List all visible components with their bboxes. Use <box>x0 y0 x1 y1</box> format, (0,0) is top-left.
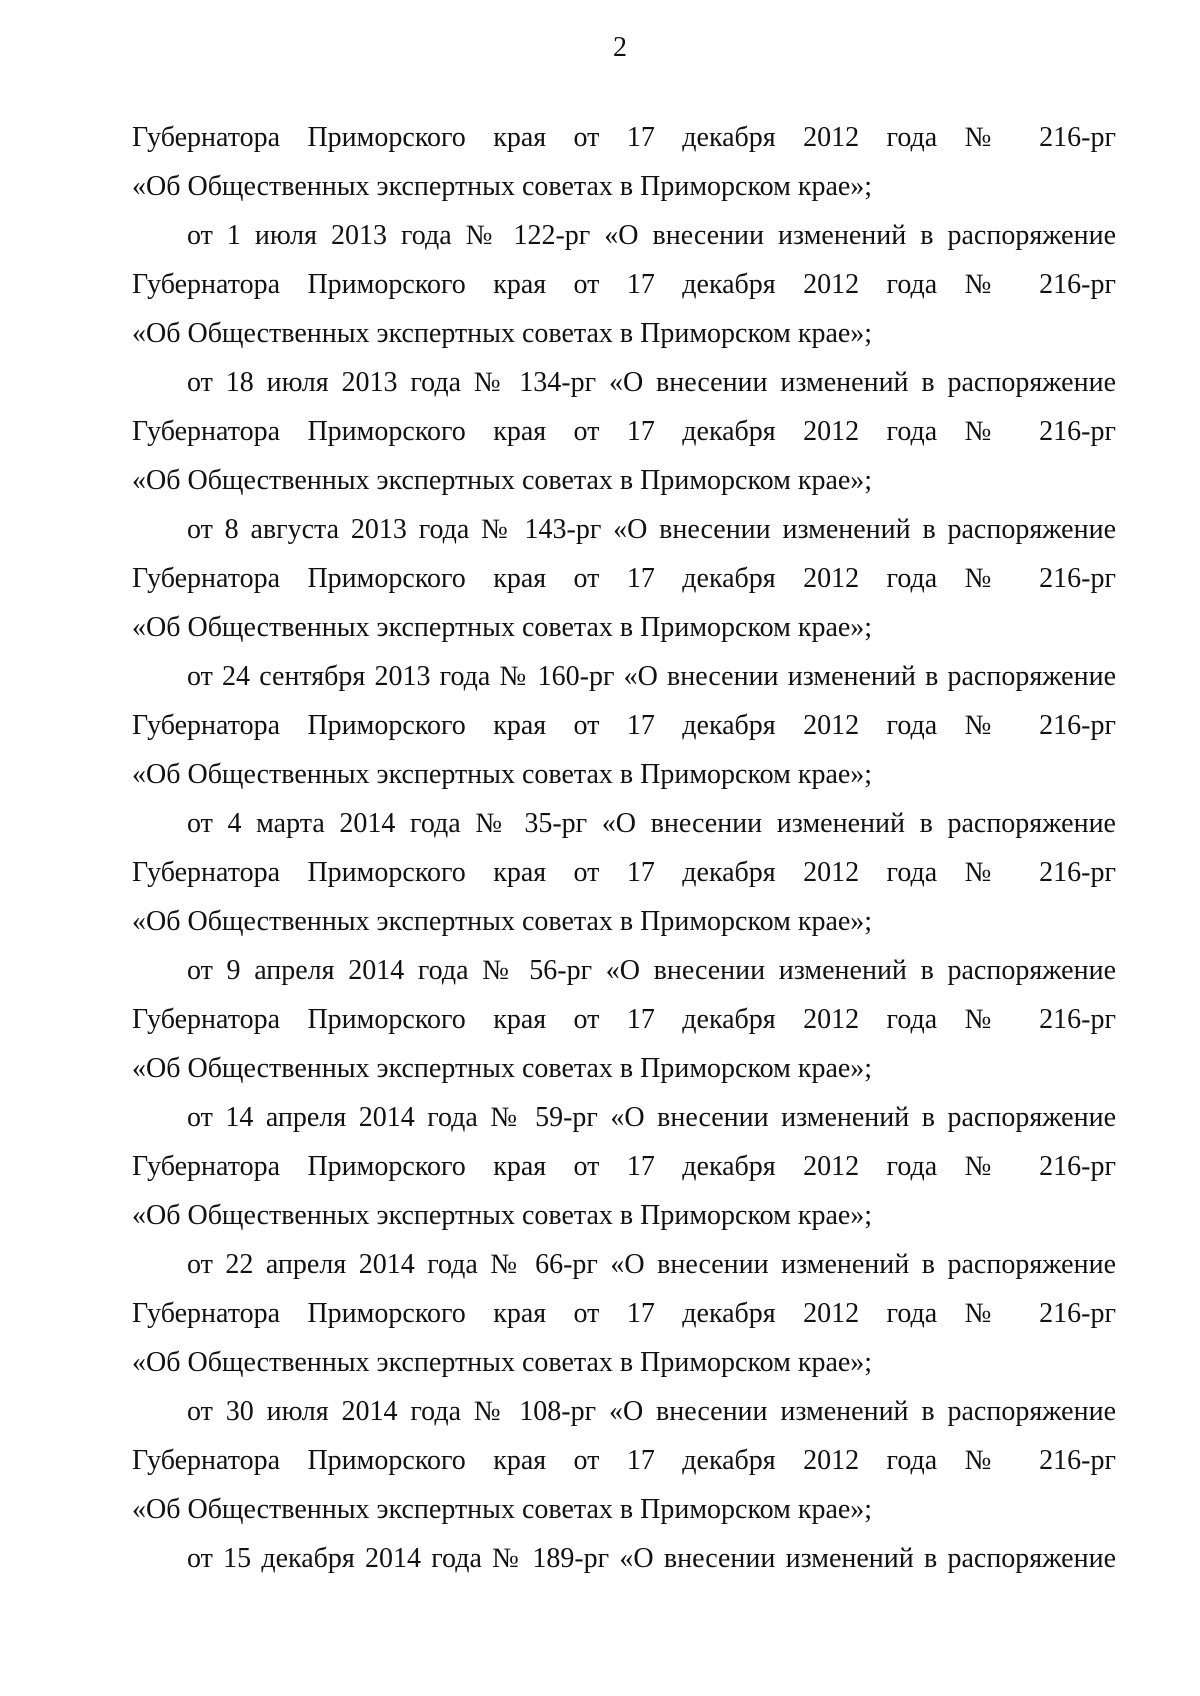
document-body <box>132 113 1116 1583</box>
text-line: «Об Общественных экспертных советах в Приморском крае»; <box>132 906 873 937</box>
text-line: «Об Общественных экспертных советах в Приморском крае»; <box>132 759 873 790</box>
text-line: от 15 декабря 2014 года № 189-рг «О внесении изменений в распоряжение <box>187 1543 1116 1574</box>
text-line: от 14 апреля 2014 года № 59-рг «О внесении изменений в распоряжение <box>187 1102 1116 1133</box>
text-line: от 4 марта 2014 года № 35-рг «О внесении изменений в распоряжение <box>187 808 1116 839</box>
text-line: Губернатора Приморского края от 17 декабря 2012 года № 216-рг <box>132 269 1116 300</box>
text-line: «Об Общественных экспертных советах в Приморском крае»; <box>132 1347 873 1378</box>
text-line: от 8 августа 2013 года № 143-рг «О внесении изменений в распоряжение <box>187 514 1116 545</box>
text-line: Губернатора Приморского края от 17 декабря 2012 года № 216-рг <box>132 563 1116 594</box>
text-line: Губернатора Приморского края от 17 декабря 2012 года № 216-рг <box>132 1151 1116 1182</box>
text-line: «Об Общественных экспертных советах в Приморском крае»; <box>132 1494 873 1525</box>
text-line: Губернатора Приморского края от 17 декабря 2012 года № 216-рг <box>132 416 1116 447</box>
text-line: от 30 июля 2014 года № 108-рг «О внесении изменений в распоряжение <box>187 1396 1116 1427</box>
text-line: от 1 июля 2013 года № 122-рг «О внесении изменений в распоряжение <box>187 220 1116 251</box>
text-line: Губернатора Приморского края от 17 декабря 2012 года № 216-рг <box>132 1004 1116 1035</box>
text-line: «Об Общественных экспертных советах в Приморском крае»; <box>132 612 873 643</box>
text-line: Губернатора Приморского края от 17 декабря 2012 года № 216-рг <box>132 1298 1116 1329</box>
text-line: «Об Общественных экспертных советах в Приморском крае»; <box>132 171 873 202</box>
text-line: «Об Общественных экспертных советах в Приморском крае»; <box>132 1200 873 1231</box>
text-line: Губернатора Приморского края от 17 декабря 2012 года № 216-рг <box>132 710 1116 741</box>
text-line: Губернатора Приморского края от 17 декабря 2012 года № 216-рг <box>132 122 1116 153</box>
page-number: 2 <box>613 32 627 63</box>
text-line: Губернатора Приморского края от 17 декабря 2012 года № 216-рг <box>132 857 1116 888</box>
text-line: Губернатора Приморского края от 17 декабря 2012 года № 216-рг <box>132 1445 1116 1476</box>
text-line: от 24 сентября 2013 года № 160-рг «О внесении изменений в распоряжение <box>187 661 1116 692</box>
text-line: от 18 июля 2013 года № 134-рг «О внесении изменений в распоряжение <box>187 367 1116 398</box>
text-line: от 22 апреля 2014 года № 66-рг «О внесении изменений в распоряжение <box>187 1249 1116 1280</box>
text-line: от 9 апреля 2014 года № 56-рг «О внесении изменений в распоряжение <box>187 955 1116 986</box>
text-line: «Об Общественных экспертных советах в Приморском крае»; <box>132 465 873 496</box>
text-line: «Об Общественных экспертных советах в Приморском крае»; <box>132 1053 873 1084</box>
text-line: «Об Общественных экспертных советах в Приморском крае»; <box>132 318 873 349</box>
